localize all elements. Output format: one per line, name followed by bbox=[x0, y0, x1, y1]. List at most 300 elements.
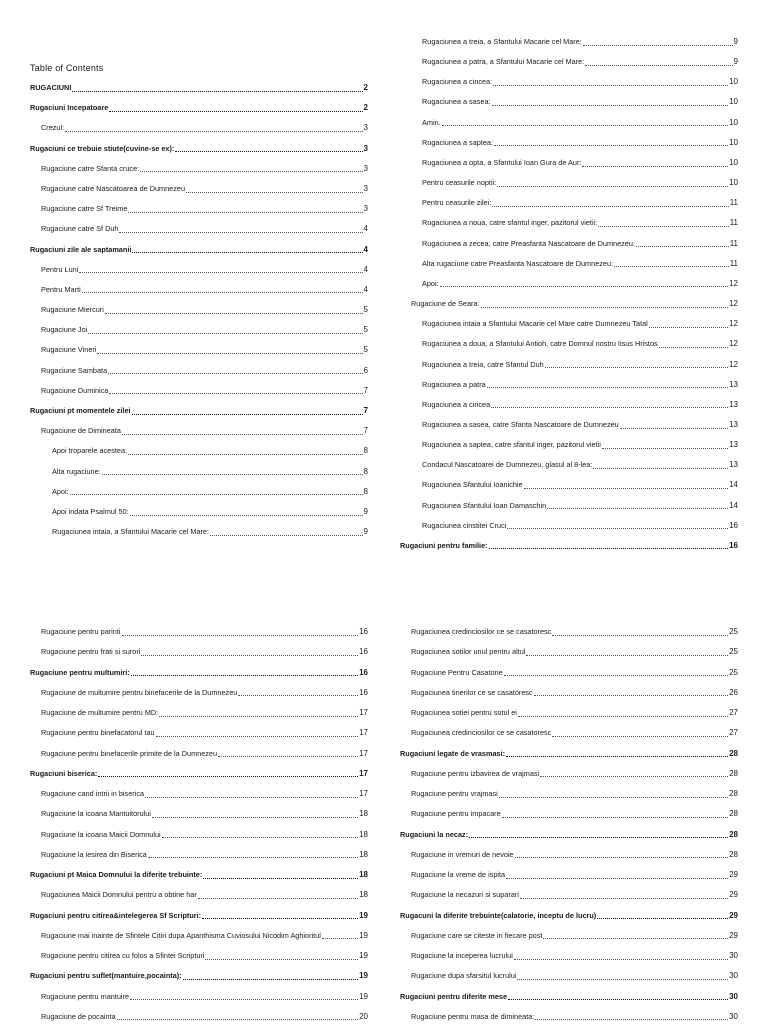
dot-leader bbox=[130, 999, 358, 1000]
toc-entry-label: Rugaciunea a noua, catre sfantul inger, pazitorul vietii: bbox=[422, 218, 598, 228]
toc-entry-page-number: 28 bbox=[729, 748, 738, 758]
toc-entry-label: Rugaciune pentru binefacerile primite de la Dumnezeu bbox=[41, 748, 218, 758]
toc-entry[interactable] bbox=[400, 536, 738, 556]
toc-entry-label: Rugaciune de Seara: bbox=[411, 299, 480, 309]
toc-entry-page-number: 30 bbox=[729, 1011, 738, 1021]
toc-entry[interactable] bbox=[30, 622, 368, 642]
dot-leader bbox=[491, 407, 728, 408]
toc-entry-label: Rugaciune la vreme de ispita bbox=[411, 870, 506, 879]
dot-leader bbox=[583, 45, 733, 46]
toc-entry-label: Rugaciune pentru multumiri: bbox=[30, 667, 130, 677]
toc-entry[interactable] bbox=[400, 845, 738, 865]
toc-entry[interactable] bbox=[400, 966, 738, 986]
toc-entry-label: Rugaciune pentru binefacatorul tau bbox=[41, 728, 155, 738]
toc-entry-page-number: 6 bbox=[363, 365, 368, 375]
toc-entry-page-number: 5 bbox=[363, 305, 368, 315]
toc-entry[interactable] bbox=[30, 522, 368, 542]
dot-leader bbox=[102, 474, 363, 475]
dot-leader bbox=[602, 448, 728, 449]
toc-entry-label: Rugaciunea intaia, a Sfantului Macarie cel Mare: bbox=[52, 527, 209, 537]
dot-leader bbox=[122, 434, 363, 435]
toc-entry[interactable] bbox=[30, 744, 368, 764]
toc-entry-label: Rugaciune pentru masa de dimineata: bbox=[411, 1011, 535, 1021]
toc-entry[interactable] bbox=[400, 906, 738, 926]
toc-entry-label: Rugaciuni pt Maica Domnului la diferite trebuinte: bbox=[30, 870, 203, 879]
dot-leader bbox=[109, 111, 362, 112]
toc-entry[interactable] bbox=[400, 254, 738, 274]
toc-panel-bottom-right bbox=[400, 622, 738, 1027]
toc-entry-page-number: 26 bbox=[729, 687, 738, 697]
toc-entry-page-number: 13 bbox=[729, 419, 738, 429]
toc-entry-page-number: 3 bbox=[363, 143, 368, 153]
dot-leader bbox=[128, 454, 363, 455]
dot-leader bbox=[442, 125, 728, 126]
dot-leader bbox=[186, 192, 363, 193]
toc-entry-page-number: 27 bbox=[729, 708, 738, 717]
toc-entries bbox=[400, 32, 738, 556]
toc-entry[interactable] bbox=[400, 193, 738, 213]
toc-entry-page-number: 19 bbox=[359, 991, 368, 1001]
toc-entry-label: Rugaciunea a saptea: bbox=[422, 137, 493, 147]
dot-leader bbox=[504, 675, 728, 676]
toc-entry-page-number: 14 bbox=[729, 500, 738, 510]
dot-leader bbox=[156, 736, 359, 737]
toc-entry[interactable] bbox=[400, 72, 738, 92]
toc-entry-page-number: 10 bbox=[729, 178, 738, 188]
dot-leader bbox=[518, 716, 728, 717]
dot-leader bbox=[614, 266, 729, 267]
toc-entry[interactable] bbox=[30, 219, 368, 239]
toc-entry[interactable] bbox=[400, 926, 738, 946]
toc-entry[interactable] bbox=[30, 98, 368, 118]
dot-leader bbox=[620, 428, 728, 429]
toc-entry-label: Rugaciunea a sasea, catre Sfanta Nascatoare de Dumnezeu bbox=[422, 419, 619, 429]
toc-entry-page-number: 25 bbox=[729, 667, 738, 677]
toc-entry[interactable] bbox=[30, 987, 368, 1007]
toc-entry-label: Rugaciunea a saptea, catre sfantul inger, pazitorul vietii bbox=[422, 440, 601, 450]
dot-leader bbox=[492, 206, 728, 207]
toc-entry[interactable] bbox=[400, 294, 738, 314]
toc-entry[interactable] bbox=[30, 683, 368, 703]
toc-entry[interactable] bbox=[30, 502, 368, 522]
dot-leader bbox=[517, 979, 728, 980]
toc-entry-page-number: 19 bbox=[359, 971, 368, 981]
dot-leader bbox=[636, 246, 729, 247]
toc-entry-label: Rugaciuni pentru familie: bbox=[400, 540, 488, 550]
toc-entry[interactable] bbox=[400, 825, 738, 845]
toc-entry-page-number: 19 bbox=[359, 951, 368, 960]
dot-leader bbox=[210, 535, 363, 536]
dot-leader bbox=[117, 1019, 358, 1020]
toc-entry[interactable] bbox=[400, 987, 738, 1007]
toc-entry-label: Amin. bbox=[422, 117, 441, 127]
toc-entry[interactable] bbox=[30, 462, 368, 482]
toc-entry-page-number: 5 bbox=[363, 345, 368, 355]
dot-leader bbox=[540, 776, 728, 777]
toc-entry-page-number: 13 bbox=[729, 399, 738, 409]
toc-entry[interactable] bbox=[400, 92, 738, 112]
toc-entry-label: Rugaciuni zile ale saptamanii bbox=[30, 244, 132, 254]
toc-entry-label: Rugaciune la icoana Maicii Domnului bbox=[41, 829, 161, 839]
toc-entry[interactable] bbox=[30, 118, 368, 138]
toc-entry-page-number: 17 bbox=[359, 768, 368, 778]
toc-entry-label: Rugaciune catre Nascatoarea de Dumnezeu bbox=[41, 183, 185, 193]
toc-entry[interactable] bbox=[30, 280, 368, 300]
dot-leader bbox=[72, 91, 362, 92]
dot-leader bbox=[65, 131, 362, 132]
toc-entry[interactable] bbox=[30, 139, 368, 159]
toc-entry-label: Pentru ceasurile zilei: bbox=[422, 198, 492, 208]
toc-entry-label: Apoi: bbox=[422, 278, 439, 288]
toc-entry-label: Rugaciune Sambata bbox=[41, 365, 108, 375]
toc-entry[interactable] bbox=[30, 199, 368, 219]
toc-entry-page-number: 19 bbox=[359, 930, 368, 940]
toc-entry-label: Rugaciunea intaia a Sfantului Macarie cel Mare catre Dumnezeu Tatal bbox=[422, 319, 648, 329]
toc-entry[interactable] bbox=[400, 435, 738, 455]
toc-entry[interactable] bbox=[30, 723, 368, 743]
toc-entry-label: Rugaciunea a doua, a Sfantului Antioh, catre Domnul nostru Iisus Hristos bbox=[422, 339, 658, 349]
toc-entry-label: Apoi indata Psalmul 50: bbox=[52, 506, 129, 516]
toc-entry-page-number: 12 bbox=[729, 319, 738, 329]
toc-entry-page-number: 16 bbox=[359, 667, 368, 677]
toc-entry[interactable] bbox=[400, 375, 738, 395]
toc-entry-label: Rugaciune pentru citirea cu folos a Sfintei Scripturi bbox=[41, 951, 205, 960]
dot-leader bbox=[105, 313, 363, 314]
toc-entry[interactable] bbox=[400, 395, 738, 415]
toc-entry-page-number: 16 bbox=[359, 647, 368, 657]
toc-entry[interactable] bbox=[30, 885, 368, 905]
toc-entry-page-number: 3 bbox=[363, 204, 368, 214]
toc-entry[interactable] bbox=[400, 32, 738, 52]
toc-entry-page-number: 30 bbox=[729, 971, 738, 981]
dot-leader bbox=[659, 347, 728, 348]
toc-entry-page-number: 11 bbox=[729, 198, 738, 208]
dot-leader bbox=[535, 1019, 728, 1020]
toc-entry-page-number: 10 bbox=[729, 137, 738, 147]
toc-entry-label: Rugaciuni pentru citirea&intelegerea Sf Scripturi: bbox=[30, 910, 202, 920]
dot-leader bbox=[205, 959, 358, 960]
toc-entry[interactable] bbox=[30, 804, 368, 824]
toc-entry[interactable] bbox=[400, 683, 738, 703]
dot-leader bbox=[97, 353, 362, 354]
toc-entry-page-number: 10 bbox=[729, 97, 738, 107]
toc-entry-page-number: 29 bbox=[729, 930, 738, 940]
toc-entry[interactable] bbox=[30, 966, 368, 986]
toc-entry-page-number: 3 bbox=[363, 163, 368, 173]
toc-entry[interactable] bbox=[30, 300, 368, 320]
toc-entry-label: Rugaciunea a patra bbox=[422, 379, 486, 389]
dot-leader bbox=[508, 999, 728, 1000]
toc-entry[interactable] bbox=[400, 133, 738, 153]
toc-entry-label: Rugaciunea Sfantului Ioanichie bbox=[422, 480, 523, 490]
toc-entry[interactable] bbox=[400, 314, 738, 334]
dot-leader bbox=[487, 387, 728, 388]
toc-entry-page-number: 7 bbox=[363, 406, 368, 415]
toc-entry-page-number: 29 bbox=[729, 870, 738, 879]
toc-entry-page-number: 7 bbox=[363, 385, 368, 395]
toc-entry-page-number: 10 bbox=[729, 157, 738, 167]
dot-leader bbox=[552, 736, 728, 737]
toc-entry[interactable] bbox=[30, 260, 368, 280]
toc-entry-label: Rugaciuni la necaz: bbox=[400, 829, 469, 839]
dot-leader bbox=[203, 878, 358, 879]
toc-entry[interactable] bbox=[400, 415, 738, 435]
dot-leader bbox=[130, 515, 363, 516]
toc-entry[interactable] bbox=[30, 865, 368, 885]
toc-entry-label: Rugaciune pentru izbavirea de vrajmasi bbox=[411, 768, 540, 778]
toc-entry-label: Condacul Nascatoarei de Dumnezeu, glasul al 8-lea: bbox=[422, 460, 593, 470]
toc-entry[interactable] bbox=[400, 475, 738, 495]
dot-leader bbox=[514, 959, 728, 960]
toc-entry[interactable] bbox=[30, 421, 368, 441]
toc-entry-page-number: 16 bbox=[359, 627, 368, 636]
toc-entry[interactable] bbox=[400, 113, 738, 133]
toc-entry-label: Rugaciunea tinerilor ce se casatoresc bbox=[411, 687, 533, 697]
toc-entry-page-number: 2 bbox=[363, 83, 368, 92]
toc-entry[interactable] bbox=[400, 865, 738, 885]
toc-entry-page-number: 28 bbox=[729, 809, 738, 819]
toc-entry-page-number: 3 bbox=[363, 123, 368, 133]
dot-leader bbox=[79, 272, 362, 273]
dot-leader bbox=[489, 548, 729, 549]
dot-leader bbox=[238, 695, 358, 696]
dot-leader bbox=[152, 817, 358, 818]
dot-leader bbox=[322, 938, 358, 939]
toc-entry-label: Rugacuni la diferite trebuinte(calatorie, inceptu de lucru) bbox=[400, 910, 597, 920]
dot-leader bbox=[593, 468, 728, 469]
toc-entry[interactable] bbox=[30, 906, 368, 926]
toc-entry-page-number: 28 bbox=[729, 849, 738, 859]
toc-entry-label: Rugaciune la icoana Mantuitorului bbox=[41, 809, 151, 819]
toc-entry-label: Rugaciune Pentru Casatorie bbox=[411, 667, 503, 677]
toc-entry-page-number: 28 bbox=[729, 829, 738, 839]
dot-leader bbox=[507, 528, 728, 529]
dot-leader bbox=[132, 414, 363, 415]
toc-entry-label: Rugaciune la iesirea din Biserica bbox=[41, 849, 147, 859]
toc-entry-page-number: 28 bbox=[729, 789, 738, 798]
toc-entry[interactable] bbox=[30, 159, 368, 179]
toc-entry-page-number: 29 bbox=[729, 890, 738, 900]
toc-entry[interactable] bbox=[400, 153, 738, 173]
toc-entry[interactable] bbox=[30, 441, 368, 461]
toc-entry-page-number: 14 bbox=[729, 480, 738, 490]
dot-leader bbox=[598, 226, 728, 227]
toc-entry-page-number: 25 bbox=[729, 647, 738, 657]
toc-entry-label: Rugaciune de Dimineata bbox=[41, 426, 121, 436]
toc-entry-page-number: 29 bbox=[729, 910, 738, 920]
toc-entry-label: Rugaciune pentru frati si surori bbox=[41, 647, 141, 657]
toc-entry[interactable] bbox=[400, 455, 738, 475]
toc-entry[interactable] bbox=[400, 496, 738, 516]
dot-leader bbox=[481, 307, 729, 308]
toc-entry-page-number: 16 bbox=[729, 520, 738, 530]
dot-leader bbox=[493, 85, 728, 86]
toc-entry-page-number: 7 bbox=[363, 426, 368, 436]
toc-entry[interactable] bbox=[400, 213, 738, 233]
toc-entry[interactable] bbox=[30, 361, 368, 381]
toc-entry-page-number: 18 bbox=[359, 849, 368, 859]
toc-entry-page-number: 4 bbox=[363, 264, 368, 274]
toc-entry[interactable] bbox=[30, 825, 368, 845]
toc-entry[interactable] bbox=[400, 274, 738, 294]
dot-leader bbox=[526, 655, 728, 656]
toc-entry-label: Rugaciunea sotiei pentru sotul ei bbox=[411, 708, 517, 717]
toc-entry[interactable] bbox=[400, 764, 738, 784]
toc-entry-page-number: 8 bbox=[363, 446, 368, 456]
toc-entry[interactable] bbox=[30, 381, 368, 401]
toc-entry[interactable] bbox=[30, 482, 368, 502]
toc-entry[interactable] bbox=[400, 355, 738, 375]
toc-entry[interactable] bbox=[30, 784, 368, 804]
dot-leader bbox=[145, 797, 358, 798]
toc-entry[interactable] bbox=[400, 723, 738, 743]
toc-entry-label: Rugaciuni legate de vrasmasi: bbox=[400, 748, 506, 758]
toc-entry-page-number: 9 bbox=[363, 527, 368, 537]
toc-entry-label: Rugaciune Miercuri bbox=[41, 305, 104, 315]
dot-leader bbox=[132, 252, 362, 253]
toc-entry-label: Rugaciune pentru mantuire bbox=[41, 991, 130, 1001]
toc-entry-label: Apoi: bbox=[52, 486, 69, 496]
toc-entry-page-number: 18 bbox=[359, 870, 368, 879]
toc-heading: Table of Contents bbox=[30, 63, 104, 73]
toc-entry[interactable] bbox=[30, 946, 368, 966]
toc-entry[interactable] bbox=[400, 622, 738, 642]
toc-entry-page-number: 12 bbox=[729, 339, 738, 349]
toc-entry-label: Rugaciuni pt momentele zilei bbox=[30, 406, 131, 415]
toc-entry-page-number: 28 bbox=[729, 768, 738, 778]
toc-entry-label: Rugaciunea credinciosilor ce se casatoresc bbox=[411, 627, 552, 636]
dot-leader bbox=[545, 367, 728, 368]
toc-entry[interactable] bbox=[400, 663, 738, 683]
toc-entry-label: Rugaciunea Sfantului Ioan Damaschin bbox=[422, 500, 547, 510]
toc-entry-label: Rugaciune in vremuri de nevoie bbox=[411, 849, 514, 859]
dot-leader bbox=[506, 878, 728, 879]
dot-leader bbox=[649, 327, 728, 328]
toc-entry[interactable] bbox=[30, 663, 368, 683]
dot-leader bbox=[520, 898, 728, 899]
toc-entry-page-number: 18 bbox=[359, 829, 368, 839]
dot-leader bbox=[141, 655, 358, 656]
toc-entries bbox=[30, 622, 368, 1027]
toc-entry[interactable] bbox=[30, 703, 368, 723]
toc-entry[interactable] bbox=[400, 784, 738, 804]
dot-leader bbox=[515, 857, 728, 858]
toc-entry[interactable] bbox=[30, 240, 368, 260]
toc-entry-page-number: 17 bbox=[359, 789, 368, 798]
toc-entry-page-number: 18 bbox=[359, 890, 368, 900]
toc-entry[interactable] bbox=[400, 946, 738, 966]
toc-entry-page-number: 9 bbox=[733, 37, 738, 46]
dot-leader bbox=[469, 837, 728, 838]
toc-entry-label: Rugaciunea a opta, a Sfantului Ioan Gura de Aur: bbox=[422, 157, 582, 167]
dot-leader bbox=[543, 938, 728, 939]
toc-entry-label: Rugaciune mai inainte de Sfintele Citiri dupa Apanthisma Cuviosului Nicodim Aghioritul bbox=[41, 930, 321, 940]
toc-entry[interactable] bbox=[400, 234, 738, 254]
dot-leader bbox=[497, 186, 728, 187]
toc-entry[interactable] bbox=[400, 703, 738, 723]
toc-entry-page-number: 10 bbox=[729, 77, 738, 87]
toc-panel-bottom-left bbox=[30, 622, 368, 1027]
dot-leader bbox=[499, 797, 728, 798]
dot-leader bbox=[534, 695, 728, 696]
dot-leader bbox=[140, 171, 362, 172]
toc-entry-label: Rugaciunea a treia, a Sfantului Macarie cel Mare: bbox=[422, 37, 582, 46]
toc-entry-label: Rugaciune cand intrii in biserica bbox=[41, 789, 145, 798]
toc-entry-label: Rugaciune catre Sf Treime bbox=[41, 204, 128, 214]
dot-leader bbox=[198, 898, 358, 899]
toc-panel-top-left bbox=[30, 30, 368, 542]
toc-entry-page-number: 9 bbox=[363, 506, 368, 516]
toc-entry-page-number: 11 bbox=[729, 218, 738, 228]
toc-entry[interactable] bbox=[30, 340, 368, 360]
toc-entry[interactable] bbox=[30, 764, 368, 784]
toc-entry[interactable] bbox=[400, 334, 738, 354]
dot-leader bbox=[547, 508, 728, 509]
dot-leader bbox=[440, 286, 728, 287]
toc-entry[interactable] bbox=[400, 516, 738, 536]
toc-entry-label: Rugaciune Vineri bbox=[41, 345, 97, 355]
toc-entry[interactable] bbox=[30, 926, 368, 946]
toc-entry-page-number: 2 bbox=[363, 103, 368, 113]
toc-entry-page-number: 4 bbox=[363, 244, 368, 254]
toc-entry-label: Rugaciune pentru parinti bbox=[41, 627, 121, 636]
toc-entry-label: Rugaciune care se citeste in fiecare post bbox=[411, 930, 543, 940]
toc-entry-page-number: 30 bbox=[729, 991, 738, 1001]
toc-entry-label: Rugaciunea cinstitei Cruci bbox=[422, 520, 507, 530]
toc-entry-page-number: 5 bbox=[363, 325, 368, 335]
toc-entry-label: Pentru Marti bbox=[41, 284, 81, 294]
dot-leader bbox=[218, 756, 358, 757]
toc-entry-page-number: 10 bbox=[729, 117, 738, 127]
toc-entry[interactable] bbox=[400, 52, 738, 72]
dot-leader bbox=[183, 979, 358, 980]
toc-entry-label: Pentru ceasurile noptii: bbox=[422, 178, 497, 188]
toc-entry[interactable] bbox=[400, 642, 738, 662]
toc-entry[interactable] bbox=[30, 320, 368, 340]
toc-entry-label: Rugaciune pentru vrajmasi bbox=[411, 789, 498, 798]
dot-leader bbox=[524, 488, 728, 489]
toc-entry-page-number: 17 bbox=[359, 708, 368, 717]
toc-entry[interactable] bbox=[30, 642, 368, 662]
toc-entry[interactable] bbox=[30, 78, 368, 98]
toc-entry[interactable] bbox=[30, 179, 368, 199]
toc-entry[interactable] bbox=[400, 804, 738, 824]
toc-entry-label: Rugaciunea sotilor unul pentru altul bbox=[411, 647, 526, 657]
dot-leader bbox=[128, 212, 362, 213]
toc-entry-page-number: 8 bbox=[363, 486, 368, 496]
toc-entry[interactable] bbox=[30, 401, 368, 421]
toc-entry[interactable] bbox=[400, 885, 738, 905]
toc-entry-page-number: 8 bbox=[363, 466, 368, 476]
dot-leader bbox=[82, 292, 363, 293]
dot-leader bbox=[98, 776, 358, 777]
toc-entries bbox=[400, 622, 738, 1027]
toc-entry[interactable] bbox=[30, 845, 368, 865]
toc-entry-label: Rugaciune de pocainta bbox=[41, 1011, 116, 1021]
toc-entry[interactable] bbox=[400, 173, 738, 193]
dot-leader bbox=[108, 373, 362, 374]
toc-entry-label: Rugaciuni ce trebuie stiute(cuvine-se ex): bbox=[30, 143, 175, 153]
toc-entry-page-number: 16 bbox=[359, 687, 368, 697]
toc-entries bbox=[30, 78, 368, 542]
toc-entry[interactable] bbox=[400, 744, 738, 764]
toc-entry-label: Rugaciuni pentru diferite mese bbox=[400, 991, 508, 1001]
toc-entry-label: Rugaciunea a cincea bbox=[422, 399, 491, 409]
toc-entry-page-number: 27 bbox=[729, 728, 738, 738]
dot-leader bbox=[119, 232, 362, 233]
toc-entry-page-number: 25 bbox=[729, 627, 738, 636]
dot-leader bbox=[162, 837, 358, 838]
